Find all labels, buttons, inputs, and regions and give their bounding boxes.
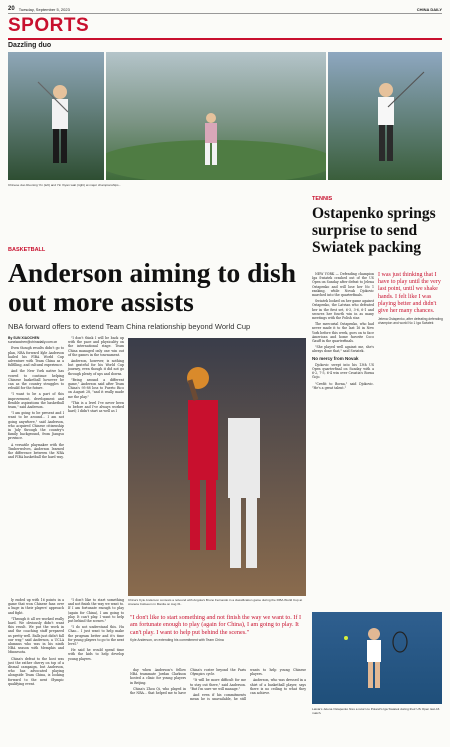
col4-para: "I don't like to start something and not finish the way we want to. If I am fortunate enough to play (again for China), I am going to play. It can't play. I want to help put behind the scenes."	[68, 598, 124, 624]
golf-course-illustration	[106, 52, 326, 180]
col3-para: ly ended up with 16 points in a game that won Chinese fans over a huge in their players' approach and fight.	[8, 598, 64, 615]
golfer-swing-illustration	[328, 52, 442, 180]
right-kicker: TENNIS	[312, 196, 333, 202]
basketball-photo	[128, 338, 306, 596]
golf-photo-right	[328, 52, 442, 180]
golfer-illustration	[8, 52, 104, 180]
right-para: Djokovic swept into his 13th US Open quarterfinal on Sunday with a 6-2, 7-5, 6-4 win over Croatia's Borna Gojo.	[312, 362, 374, 380]
top-kicker: Dazzling duo	[8, 42, 52, 49]
byline-email: sunxiaochen@chinadaily.com.cn	[8, 340, 58, 345]
section-rule	[8, 38, 442, 40]
main-subhead: NBA forward offers to extend Team China relationship beyond World Cup	[8, 322, 251, 331]
page-number: 20	[8, 6, 15, 12]
main-column-3	[8, 598, 64, 688]
col1-para: A versatile playmaker with the Timberwolves, Anderson learned the difference between the NBA and FIBA basketball the hard way.	[8, 442, 64, 460]
main-kicker: BASKETBALL	[8, 247, 46, 253]
col2-para: "I don't think I will be back up with the pace and physicality on the international stage. Team China managed only one win out of the games in the tournament.	[68, 336, 124, 357]
right-column-1	[312, 272, 374, 392]
col5-para: Anderson, who was dressed in a shirt of a basketball player, says there is no ceiling to what they can achieve.	[250, 678, 306, 696]
main-column-4	[68, 598, 124, 663]
main-headline: Anderson aiming to dish out more assists	[8, 257, 297, 317]
right-para: Swiatek looked on her game against Ostapenko, the Latvian who defeated her in the first set, 6-3, 3-6, 6-1 and secures her fourth win in as many meetings with the Polish star.	[312, 299, 374, 321]
col2-para: "Being around a different game," Anderson said after Team China's 95-88 loss to Puerto Rico on August 28, "and it really made me the play."	[68, 377, 124, 399]
right-headline: Ostapenko springs surprise to send Swiatek packing	[312, 205, 436, 256]
page-date: Tuesday, September 5, 2023	[18, 6, 70, 12]
right-para: "Credit to Borna," said Djokovic. "He's a great talent."	[312, 381, 374, 390]
right-quote-attribution: Jelena Ostapenko, after defeating defending champion and world No 1 Iga Swiatek	[378, 317, 443, 326]
section-title: SPORTS	[8, 15, 90, 36]
col1-para: "I am going to be present and I want to be around... I am not going anywhere," said Anderson, who acquired Chinese citizenship in July through the country's family background, from Jiangsu province.	[8, 411, 64, 441]
right-para: "She played well against me, she's always done that," said Swiatek.	[312, 345, 374, 354]
col5-para: And even if his commitments mean he is unavailable, he still wants to help young Chinese players.	[190, 668, 306, 702]
paper-name: CHINA DAILY	[416, 6, 442, 12]
right-pull-quote	[378, 272, 444, 325]
right-para: NEW YORK — Defending champion Iga Swiatek crashed out of the US Open on Sunday after defeat to Jelena Ostapenko and will lose her No 1 ranking, while Novak Djokovic marched into the quarterfinals.	[312, 272, 374, 298]
pull-quote-attribution: Kyle Anderson, on extending his commitment with Team China	[130, 638, 224, 643]
col5-para: day when Anderson's fellow NBA teammate Jordan Clarkson hosted a clinic for young players in Beijing.	[130, 668, 186, 685]
basketball-illustration	[128, 338, 306, 596]
col2-para: Anderson, however, is nothing but grateful for his World Cup journey, even though it did not go through plenty of ups and downs.	[68, 359, 124, 376]
pull-quote-text: "I don't like to start something and not finish the way we want to. If I am fortunate enough to play (again for China), I am going to play. It can't play. I want to help put behind the scenes."	[130, 614, 302, 636]
col4-para: He said he would spend time with the kids to help develop young players.	[68, 648, 124, 661]
col4-para: "I do not understand this. Hu Chao... I just want to help make the program better and it's time for young players to go to the next level."	[68, 625, 124, 647]
main-pull-quote	[130, 614, 306, 642]
main-column-2	[68, 336, 124, 415]
golf-photo-left	[8, 52, 104, 180]
page-header	[8, 5, 442, 14]
tennis-caption: Latvia's Jelena Ostapenko fires a return to Poland's Iga Swiatek during their US Open last-16 match.	[312, 707, 440, 715]
right-quote-text: I was just thinking that I have to play until the very last point, until we shake hands. I felt like I was playing better and didn't give her many chances.	[378, 272, 441, 315]
col2-para: "This is a level I've never been to before and I've always worked hard; I didn't start as well as I	[68, 400, 124, 414]
col1-para: Even though results didn't go to plan, NBA forward Kyle Anderson hailed his FIBA World Cup adventure with Team China as a fulfilling, and cultural experience.	[8, 346, 64, 368]
col3-para: China's defeat to the host was just the rather cherry on top of a dismal campaign, but Anderson, who has advocated playing alongside Team China, is looking forward to the next Olympic qualifying event.	[8, 656, 64, 686]
col5-para: China's Zhou Qi, who played in the NBA... that helped me to have China's roster beyond the Paris Olympics cycle.	[130, 668, 246, 696]
main-column-1	[8, 336, 64, 461]
tennis-photo	[312, 612, 442, 704]
tennis-illustration	[312, 612, 442, 704]
golf-caption: Chinese duo Ruoning Yin (left) and Yin Xiyan wait (right) at major championships...	[8, 183, 122, 187]
golf-photo-center	[106, 52, 326, 180]
right-subhead: No mercy from Novak	[312, 355, 359, 361]
basketball-caption: China's Kyle Anderson contests a rebound with Angola's Bruno Fernando in a classification game during the FIBA World Cup at Araneta Coliseum in Manila on Aug 31.	[128, 598, 303, 606]
main-column-5	[130, 668, 306, 701]
byline: By SUN XIAOCHEN	[8, 336, 40, 340]
col3-para: "Through it all we worked really hard. We obviously didn't want this result. We put the work in and the coaching staff prepared us pretty well. Balls just didn't fall our way," said Anderson, a UCLA alumnus who was in his ninth NBA season with Memphis and Minnesota.	[8, 616, 64, 655]
col5-para: "It will be more difficult for me to stay out there," said Anderson. "But I'm sure we will manage."	[190, 678, 246, 691]
col1-para: And the New York native has vowed to continue helping Chinese basketball however he can as the country struggles to rebuild for the future.	[8, 369, 64, 391]
col1-para: "I want to be a part of this improvement, development and flexible aspirations the basketball team," said Anderson.	[8, 392, 64, 410]
right-para: The mercurial Ostapenko, who had never made it to the last 16 in New York before this week, goes on to face American and home favorite Coco Gauff in the quarterfinals.	[312, 322, 374, 344]
